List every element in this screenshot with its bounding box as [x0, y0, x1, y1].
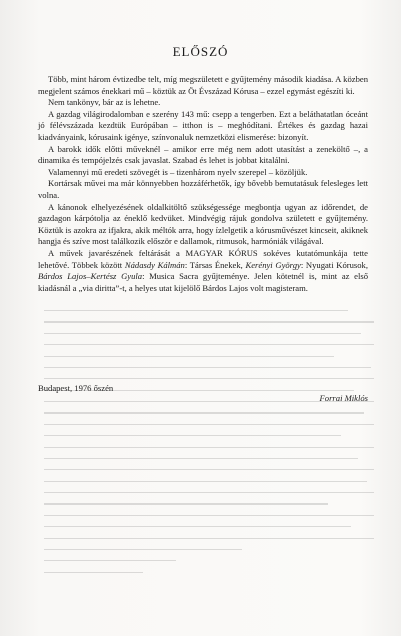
place-date: Budapest, 1976 őszén: [38, 383, 114, 393]
paragraph-text: A gazdag világirodalomban e szerény 143 mű: csepp a tengerben. Ezt a beláthatatlan óceánt jó félévszázada kezdtük Európában – itthon is – meghódítani. Értékes és gazdag hazai kiadványaink, kórusaink igénye, színvonaluk nemzetközi elismerése: bizonyít.: [38, 108, 368, 142]
paragraph: [38, 109, 368, 144]
paragraph: [38, 178, 368, 201]
paragraph-text: : Társas Énekek,: [184, 259, 246, 270]
paragraph-text: Több, mint három évtizedbe telt, míg megszületett e gyűjtemény második kiadása. A közben megjelent számos énekkari mű – köztük az Öt Évszázad Kórusa – ezzel egymást egészíti ki.: [38, 74, 368, 96]
paragraph-text: : Musica Sacra gyűjteménye. Jelen kötetnél is, mint az első kiadásnál a „via diritta”-t, a helyes utat kijelölő Bárdos Lajos volt magisteram.: [38, 271, 369, 293]
emphasized-name: Kerényi György: [245, 259, 301, 270]
paragraph: [38, 202, 368, 248]
paragraph: [38, 248, 368, 294]
paragraph-text: A művek javarészének feltárását a MAGYAR KÓRUS sokéves kutatómunkája tette lehetővé. Többek között: [38, 247, 368, 270]
paragraph: [38, 144, 368, 167]
paragraph-text: Kortársak művei ma már könnyebben hozzáférhetők, így bővebb bemutatásuk felesleges lett volna.: [38, 178, 368, 200]
emphasized-name: Nádasdy Kálmán: [124, 259, 185, 270]
paragraph: [38, 74, 368, 97]
author-name: Forrai Miklós: [319, 393, 368, 403]
paragraph: [38, 97, 368, 109]
emphasized-name: Bárdos Lajos–Kertész Gyula: [38, 271, 143, 282]
paragraph-text: Nem tankönyv, bár az is lehetne.: [48, 97, 161, 108]
paragraph-text: Valamennyi mű eredeti szövegét is – tizenhárom nyelv szerepel – közöljük.: [48, 166, 308, 177]
preface-body: [38, 74, 368, 294]
paragraph-text: : Nyugati Kórusok,: [300, 259, 369, 270]
paragraph-text: A kánonok elhelyezésének oldalkitöltő szükségessége megbontja ugyan az időrendet, de gazdagon kárpótolja az éneklő kedvüket. Mindvégig rájuk gondolva született e gyűjtemény. Köztük is azokra az ifjakra, akik méltók arra, hogy ízlelgetik a kórusművészet kincseit, akiknek hangja és szíve most találkozik először e dallamok, ritmusok, harmóniák világával.: [38, 201, 368, 247]
show-through-text: [44, 310, 374, 610]
paragraph: [38, 167, 368, 179]
paragraph-text: A barokk idők előtti műveknél – amikor erre még nem adott utasítást a zeneköltő –, a dinamika és tempójelzés csak javaslat. Szabad és lehet is jobbat kitalálni.: [38, 143, 368, 166]
page-title: ELŐSZÓ: [172, 44, 229, 59]
